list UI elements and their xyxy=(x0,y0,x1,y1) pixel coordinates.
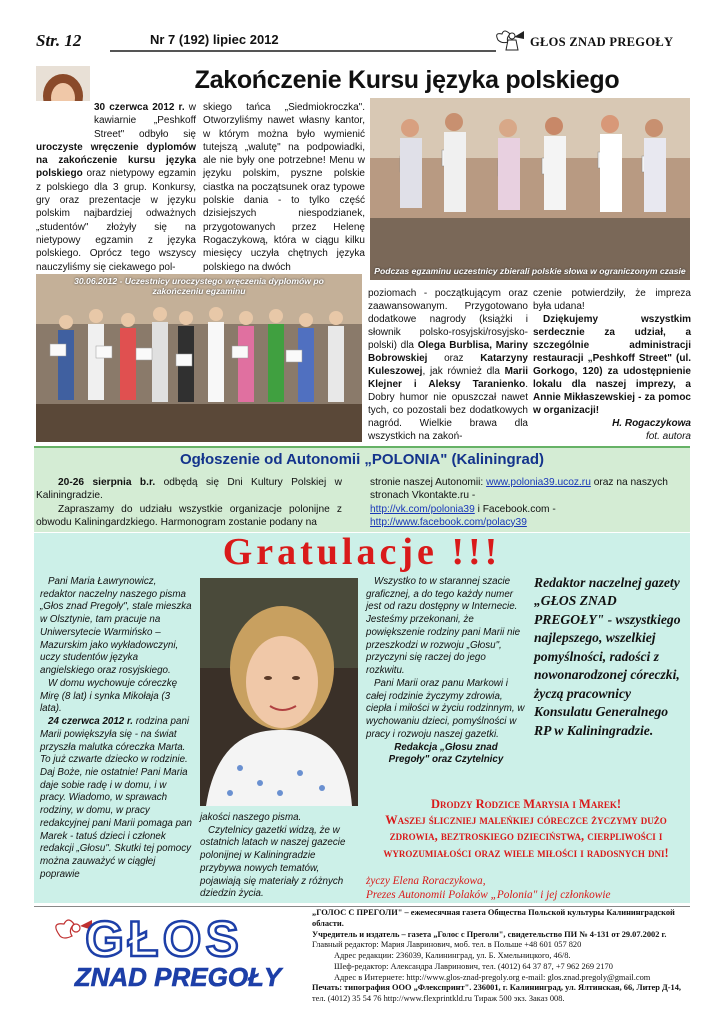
imprint-l6: Адрес в Интернете: http://www.glos-znad-pregoly.org e-mail: glos.znad.pregoly@gmail.com xyxy=(334,972,651,982)
diploma-photo xyxy=(36,274,362,442)
col3-e: , jak również dla xyxy=(422,366,505,377)
announcement-left xyxy=(36,476,342,529)
polonia-site-link[interactable]: www.polonia39.ucoz.ru xyxy=(486,477,591,488)
col1-intro: w kawiarnie „Peshkoff Street" odbyło się xyxy=(94,102,196,140)
ann-right-a: stronie naszej Autonomii: xyxy=(370,477,487,488)
article-author: H. Rogaczykowa xyxy=(612,418,691,429)
col3-b: Olega Burblisa, Mariny Bobrowskiej xyxy=(368,340,528,364)
diploma-photo-caption: 30.06.2012 - Uczestnicy uroczystego wręczenia dyplomów po zakończeniu egzaminu xyxy=(74,276,324,297)
col3-d: Katarzyny Kuleszowej xyxy=(368,353,528,377)
grat-col2 xyxy=(200,812,358,901)
col4-a: czenie potwierdziły, że impreza była udana! xyxy=(533,288,691,312)
col4-thanks: Dziękujemy wszystkim serdecznie za udział, a szczególnie administracji restauracji „Peshkoff Street" (ul. Gorkogo, 120) za udostępnienie lokalu dla naszej imprezy, a Annie Mikłaszewskiej - za pomoc w organizacji! xyxy=(533,314,691,416)
consulate-wishes: Redaktor naczelnej gazety „GŁOS ZNAD PREGOŁY" - wszystkiego najlepszego, wszelkiej pomyślności, radości z nowonarodzonej córeczki, życzą pracownicy Konsulatu Generalnego RP w Kaliningradzie. xyxy=(534,575,681,738)
imprint-l2: Учредитель и издатель – газета „Голос с Преголи", свидетельство ПИ № 4-131 от 29.07.2002 г. xyxy=(312,929,667,939)
ann-right-c: i Facebook.com - xyxy=(474,503,556,515)
col3-c: oraz xyxy=(427,353,481,364)
grat-col1 xyxy=(40,576,194,882)
grat-col1-p1: Pani Maria Ławrynowicz, redaktor naczelny naszego pisma „Głos znad Pregoły", stale mieszka w Olsztynie, tam pracuje na Uniwersytecie Warmińsko – Mazurskim jako wykładowczyni, uczy studentów języka angielskiego oraz rosyjskiego. xyxy=(40,576,192,677)
article-title: Zakończenie Kursu języka polskiego xyxy=(194,66,620,94)
header-rule xyxy=(110,50,496,52)
event-date-bold: 30 czerwca 2012 r. xyxy=(94,102,185,113)
imprint xyxy=(312,908,697,1005)
announcement-right xyxy=(370,476,680,529)
exam-photo-caption: Podczas egzaminu uczestnicy zbierali polskie słowa w ograniczonym czasie xyxy=(374,266,686,276)
imprint-l7: Печать: типография ООО „Флекспринт". 236001, г. Калининград, ул. Ялтинская, 66, Литер Д-14, xyxy=(312,983,682,993)
grat-col2-p1: jakości naszego pisma. xyxy=(200,812,302,823)
logo-bottom: ZNAD PREGOŁY xyxy=(74,962,282,992)
page-number: Str. 12 xyxy=(36,31,82,50)
wish-signature-2: Prezes Autonomii Polaków „Polonia" i jej członkowie xyxy=(366,889,611,901)
imprint-l5: Шеф-редактор: Александра Лавринович, тел. (4012) 64 37 87, +7 962 269 2170 xyxy=(334,961,613,971)
issue-number: Nr 7 (192) lipiec 2012 xyxy=(150,32,279,47)
grat-col3-p2: Pani Marii oraz panu Markowi i całej rodzinie życzymy zdrowia, ciepła i miłości w życiu rodzinnym, w wychowaniu dzieci, pomyślności w pracy i rozwoju naszej gazetki. xyxy=(366,677,525,740)
editorial-signature: Redakcja „Głosu znad Pregoły" oraz Czytelnicy xyxy=(388,741,504,766)
editor-portrait xyxy=(200,578,358,806)
article-col3 xyxy=(368,287,528,443)
article-col2: skiego tańca „Siedmiokroczka". Otworzyliśmy nawet własny kantor, w którym można było wymienić tutejszą „walutę" na podpowiadki, ale nie były one potrzebne! Menu w języku polskim, pyszne polskie ciastka na początsunek oraz typowe polskie dania - to tylko część dzisiejszych niespodzianek, przygotowanych przez Helenę Rogaczykową, która w ciągu kilku miesięcy uczyła chętnych języka polskiego na dwóch xyxy=(203,102,365,273)
grat-col1-p2: W domu wychowuje córeczkę Mirę (8 lat) i synka Mikołaja (3 lata). xyxy=(40,677,178,715)
grat-col3 xyxy=(366,576,526,767)
article-col1-flow xyxy=(36,101,196,274)
grat-col3-p1: Wszystko to w starannej szacie graficznej, a do tego każdy numer jest od razu dostępny w Internecie. Jesteśmy przekonani, że powiększenie rodziny pani Marii nie przeszkodzi w rozwoju „Głosu", przyczyni się raczej do jego rozkwitu. xyxy=(366,576,521,677)
col3-g: . Dobry humor nie opuszczał nawet tych, co pozostali bez dodatkowych nagród. Wielkie brawa dla wszystkich na zakoń- xyxy=(368,379,528,442)
birth-date: 24 czerwca 2012 r. xyxy=(48,716,133,728)
grat-col1-p3: rodzina pani Marii powiększyła się - na świat przyszła malutka córeczka Marta. To już czwarte dziecko w rodzinie. Daj Boże, nie ostatnie! Pani Maria daje sobie radę i w domu, i w pracy. Wiadomo, w sprawach rodziny, w domu, w pracy redakcyjnej pani Marii pomaga pan Marek - tatuś dzieci i członek redakcji „Głosu". Skutki tej pomocy można zauważyć w ciągłej poprawie xyxy=(40,716,192,880)
grat-col2-p2: Czytelnicy gazetki widzą, że w ostatnich latach w naszej gazecie polonijnej w Kaliningradzie przybywa nowych tematów, pojawiają się materiały z różnych dziedzin życia. xyxy=(200,824,346,900)
parents-heading: Drodzy Rodzice Marysia i Marek! xyxy=(430,797,622,811)
imprint-l1: „ГОЛОС С ПРЕГОЛИ" – ежемесячная газета Общества Польской культуры Калининградской области. xyxy=(312,908,675,928)
col3-a: poziomach - początkującym oraz zaawansowanym. Przygotowano dodatkowe nagrody (książki i słownik polsko-rosyjski/rosyjsko-polski) dla xyxy=(368,288,528,351)
parents-wishes: Waszej śliczniej maleńkiej córeczce życzymy dużo zdrowia, beztroskiego dzieciństwa, cierpliwości i wyrozumiałości oraz wiele miłości i radosnych dni! xyxy=(383,813,669,860)
ann-left-b: odbędą się Dni Kultury Polskiej w Kaliningradzie. xyxy=(36,477,342,502)
event-dates: 20-26 sierpnia b.r. xyxy=(58,477,156,488)
col1-bold: uroczyste wręczenie dyplomów na zakończenie kursu języka polskiego xyxy=(36,141,196,180)
col1-rest: oraz nietypowy egzamin z polskiego dla 3 grup. Konkursy, gry oraz prezentacje w języku polskim najbardziej odważnych „studentów" złożyły się na nietypowy egzamin z języka polskiego. Oprócz tego wszyscy nauczyliśmy się ciekawego pol- xyxy=(36,168,196,273)
imprint-l4: Адрес редакции: 236039, Калининград, ул. Б. Хмельницкого, 46/8. xyxy=(334,951,571,960)
article-col4 xyxy=(533,287,691,443)
footer-rule xyxy=(34,906,690,907)
imprint-l3: Главный редактор: Мария Лавринович, моб. тел. в Польше +48 601 057 820 xyxy=(312,940,582,950)
ann-left-c: Zapraszamy do udziału wszystkie organizacje polonijne z obwodu Kaliningardzkiego. Harmonogram zostanie podany na xyxy=(36,503,342,528)
imprint-l8: тел. (4012) 35 54 76 http://www.flexprintkld.ru Тираж 500 экз. Заказ 008. xyxy=(312,994,565,1003)
photo-credit: fot. autora xyxy=(645,431,691,442)
angel-trumpet-icon xyxy=(492,26,526,54)
brand-name: GŁOS ZNAD PREGOŁY xyxy=(530,35,674,49)
wish-signature-1: życzy Elena Roraczykowa, xyxy=(366,875,486,887)
announcement-title: Ogłoszenie od Autonomii „POLONIA" (Kaliningrad) xyxy=(179,451,545,468)
ann-right-b: oraz na naszych stronach Vkontakte.ru - xyxy=(370,477,668,502)
logo-top: GŁOS xyxy=(85,912,243,967)
facebook-link[interactable]: http://www.facebook.com/polacy39 xyxy=(370,516,527,528)
exam-photo xyxy=(370,98,690,280)
vk-link[interactable]: http://vk.com/polonia39 xyxy=(370,503,475,515)
col3-f: Marii Klejner i Aleksy Taranienko xyxy=(368,366,528,390)
congratulations-title: Gratulacje !!! xyxy=(222,531,502,573)
newspaper-logo xyxy=(46,912,314,992)
